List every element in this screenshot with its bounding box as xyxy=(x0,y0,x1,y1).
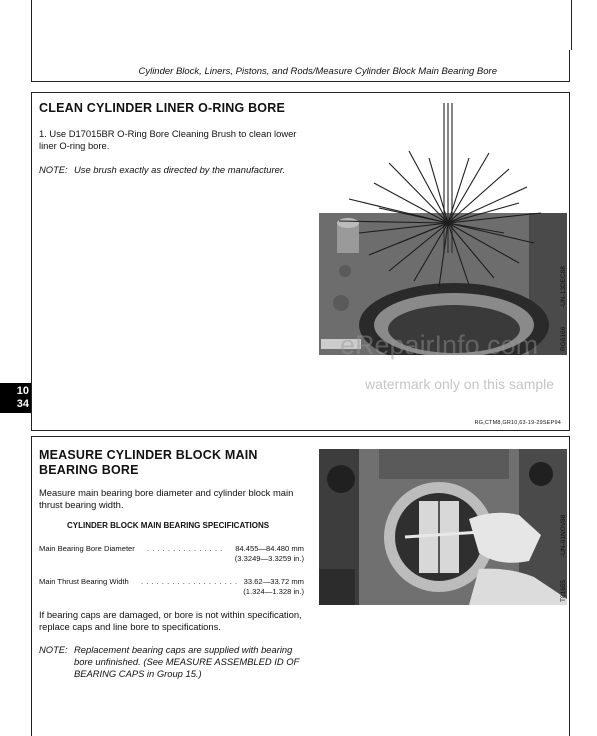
spec-metric: 84.455—84.480 mm xyxy=(235,544,304,553)
section-measure-bearing-bore xyxy=(31,436,570,736)
paragraph-text: If bearing caps are damaged, or bore is not within specification, replace caps and line bore to specifications. xyxy=(39,609,302,632)
step-1-text: 1. Use D17015BR O-Ring Bore Cleaning Brush to clean lower liner O-ring bore. xyxy=(39,128,297,151)
note-label: NOTE: xyxy=(39,164,68,175)
spec-name: Main Bearing Bore Diameter xyxy=(39,544,135,553)
spec-imperial: (1.324—1.328 in.) xyxy=(243,587,304,596)
note-block xyxy=(39,644,304,680)
brush-photo xyxy=(319,103,567,355)
photo-code: RG6166 xyxy=(560,326,567,351)
bearing-bore-photo xyxy=(319,449,567,605)
header-breadcrumb: Cylinder Block, Liners, Pistons, and Rods/Measure Cylinder Block Main Bearing Bore xyxy=(138,66,497,77)
tab-page-number: 34 xyxy=(16,398,29,410)
spec-name: Main Thrust Bearing Width xyxy=(39,577,129,586)
note-label: NOTE: xyxy=(39,644,68,655)
dot-leader: . . . . . . . . . . . . . . . . . . . xyxy=(141,577,238,586)
page-frame-top xyxy=(31,0,572,50)
dot-leader: . . . . . . . . . . . . . . . xyxy=(147,544,223,553)
section-title: CLEAN CYLINDER LINER O-RING BORE xyxy=(39,101,285,115)
spec-imperial: (3.3249—3.3259 in.) xyxy=(234,554,304,563)
photo-side-code: -UN-01NOV88 xyxy=(560,514,567,557)
watermark-site: eRepairInfo.com xyxy=(340,330,539,360)
reference-code: RG,CTM8,GR10,63-19-29SEP94 xyxy=(474,420,561,426)
note-text: Use brush exactly as directed by the manufacturer. xyxy=(74,164,286,175)
photo-side-code: -UN-13DEC88 xyxy=(560,266,567,308)
page-header xyxy=(31,50,570,82)
page-tab xyxy=(0,383,31,413)
spec-metric: 33.62—33.72 mm xyxy=(243,577,304,586)
spec-title: CYLINDER BLOCK MAIN BEARING SPECIFICATIONS xyxy=(67,521,270,530)
watermark-note: watermark only on this sample xyxy=(365,376,555,392)
note-block xyxy=(39,164,304,176)
tab-group-number: 10 xyxy=(16,385,29,397)
photo-code: T81655 xyxy=(560,579,567,602)
intro-text: Measure main bearing bore diameter and cylinder block main thrust bearing width. xyxy=(39,487,294,510)
note-text: Replacement bearing caps are supplied with bearing bore unfinished. (See MEASURE ASSEMBLED ID OF BEARING CAPS in Group 15.) xyxy=(74,644,300,679)
section-title: MEASURE CYLINDER BLOCK MAIN BEARING BORE xyxy=(39,448,258,477)
